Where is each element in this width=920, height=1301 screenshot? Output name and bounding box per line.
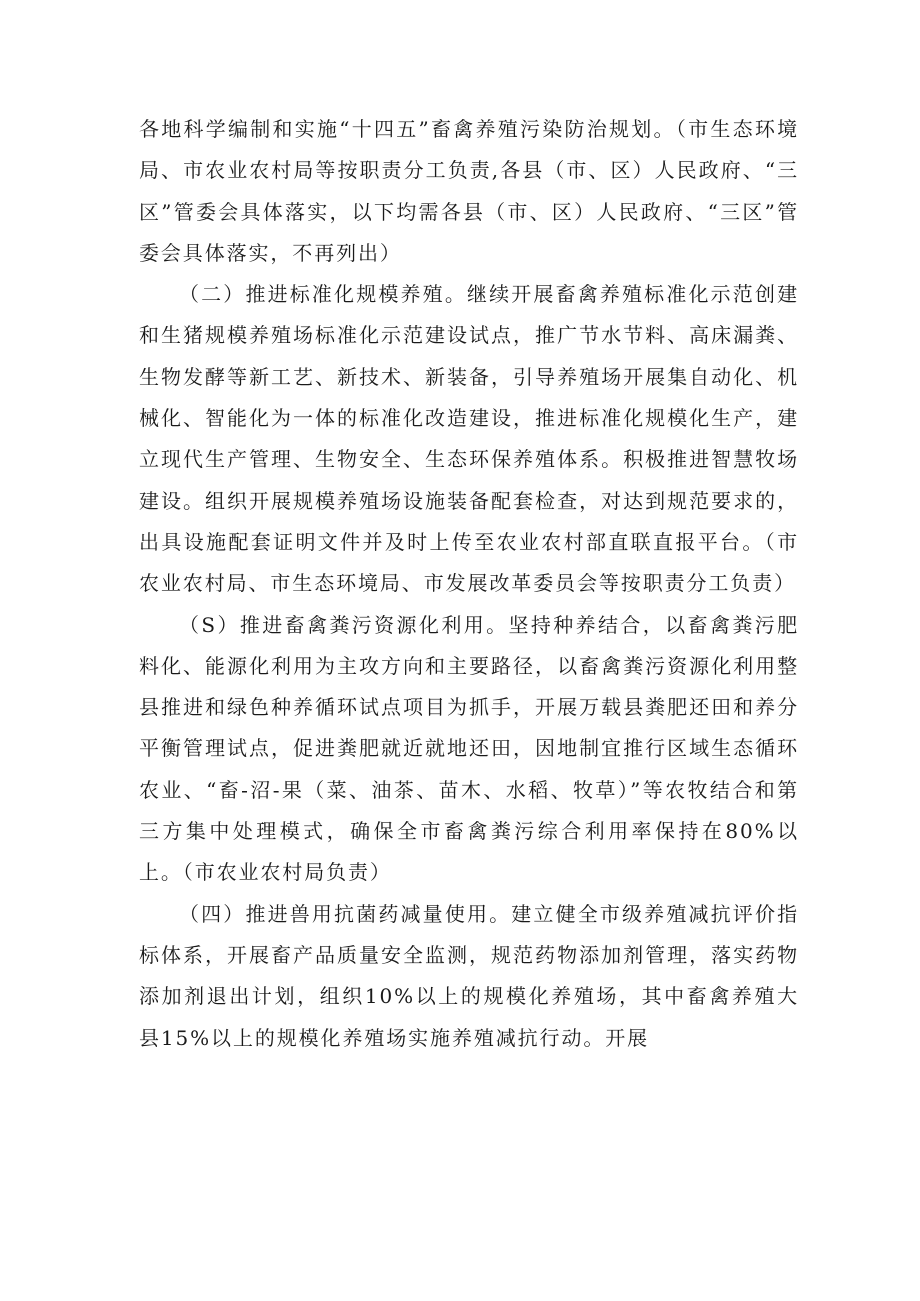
paragraph-standardized-breeding: （二）推进标准化规模养殖。继续开展畜禽养殖标准化示范创建和生猪规模养殖场标准化示范建设试点，推广节水节料、高床漏粪、生物发酵等新工艺、新技术、新装备，引导养殖场开展集自动化、机械化、智能化为一体的标准化改造建设，推进标准化规模化生产，建立现代生产管理、生物安全、生态环保养殖体系。积极推进智慧牧场建设。组织开展规模养殖场设施装备配套检查，对达到规范要求的，出具设施配套证明文件并及时上传至农业农村部直联直报平台。（市农业农村局、市生态环境局、市发展改革委员会等按职责分工负责） <box>139 282 799 596</box>
paragraph-manure-utilization: （S）推进畜禽粪污资源化利用。坚持种养结合，以畜禽粪污肥料化、能源化利用为主攻方向和主要路径，以畜禽粪污资源化利用整县推进和绿色种养循环试点项目为抓手，开展万载县粪肥还田和养分平衡管理试点，促进粪肥就近就地还田，因地制宜推行区域生态循环农业、“畜-沼-果（菜、油茶、苗木、水稻、牧草）”等农牧结合和第三方集中处理模式，确保全市畜禽粪污综合利用率保持在80%以上。（市农业农村局负责） <box>139 612 799 885</box>
paragraph-planning-continuation: 各地科学编制和实施“十四五”畜禽养殖污染防治规划。（市生态环境局、市农业农村局等按职责分工负责,各县（市、区）人民政府、“三区”管委会具体落实，以下均需各县（市、区）人民政府、“三区”管委会具体落实，不再列出） <box>139 117 799 265</box>
paragraph-antibiotic-reduction: （四）推进兽用抗菌药减量使用。建立健全市级养殖减抗评价指标体系，开展畜产品质量安全监测，规范药物添加剂管理，落实药物添加剂退出计划，组织10%以上的规模化养殖场，其中畜禽养殖大县15%以上的规模化养殖场实施养殖减抗行动。开展 <box>139 901 799 1050</box>
document-body <box>139 109 799 1059</box>
